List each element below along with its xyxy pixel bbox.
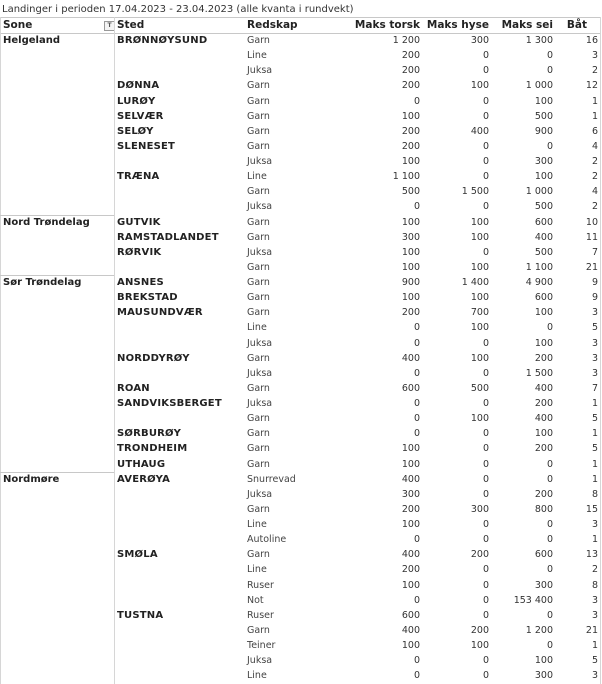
cell-bat: 6	[591, 125, 598, 137]
cell-maks-torsk: 400	[401, 549, 420, 561]
cell-bat: 5	[591, 413, 598, 425]
cell-bat: 3	[591, 519, 598, 530]
cell-bat: 2	[591, 564, 598, 576]
table-row[interactable]	[0, 63, 600, 78]
cell-maks-torsk: 0	[413, 655, 420, 667]
cell-redskap: Garn	[247, 125, 270, 137]
cell-sted: SELVÆR	[117, 110, 164, 122]
cell-bat: 12	[585, 80, 598, 92]
table-row[interactable]	[0, 562, 600, 577]
cell-redskap: Garn	[247, 95, 270, 107]
cell-maks-hyse: 100	[470, 352, 489, 364]
cell-redskap: Garn	[247, 428, 270, 440]
cell-maks-hyse: 100	[470, 80, 489, 92]
cell-sted: LURØY	[117, 95, 156, 107]
cell-bat: 8	[591, 579, 598, 591]
cell-maks-sei: 100	[534, 171, 553, 183]
table-row[interactable]	[0, 578, 600, 593]
cell-sted: RAMSTADLANDET	[117, 231, 219, 243]
cell-redskap: Garn	[247, 292, 270, 304]
cell-maks-hyse: 100	[470, 640, 489, 651]
cell-bat: 7	[591, 246, 598, 258]
cell-sted: SLENESET	[117, 140, 176, 152]
cell-maks-hyse: 0	[482, 594, 489, 606]
cell-bat: 5	[591, 655, 598, 667]
cell-redskap: Line	[247, 322, 267, 334]
cell-maks-sei: 500	[534, 246, 553, 258]
table-row[interactable]	[0, 305, 600, 320]
cell-maks-torsk: 1 100	[392, 171, 420, 183]
cell-maks-sei: 400	[534, 231, 553, 243]
cell-maks-sei: 153 400	[513, 594, 553, 606]
header-maks-sei[interactable]: Maks sei	[501, 19, 553, 31]
table-row[interactable]	[0, 411, 600, 426]
cell-maks-hyse: 1 500	[461, 186, 489, 198]
cell-sted: BREKSTAD	[117, 292, 178, 304]
cell-maks-sei: 4 900	[525, 277, 553, 288]
cell-maks-sei: 1 000	[525, 80, 553, 92]
table-row[interactable]	[0, 532, 600, 547]
cell-sted: SELØY	[117, 125, 154, 137]
cell-bat: 3	[591, 594, 598, 606]
cell-redskap: Garn	[247, 443, 270, 455]
cell-maks-sei: 100	[534, 428, 553, 440]
cell-maks-torsk: 0	[413, 670, 420, 682]
table-row[interactable]	[0, 169, 600, 184]
cell-maks-sei: 600	[534, 292, 553, 304]
table-row[interactable]	[0, 78, 600, 93]
cell-maks-sei: 1 500	[525, 367, 553, 379]
cell-bat: 2	[591, 65, 598, 77]
table-body	[0, 33, 600, 683]
cell-maks-hyse: 0	[482, 458, 489, 470]
cell-maks-sei: 0	[546, 534, 553, 546]
cell-bat: 2	[591, 201, 598, 213]
table-row[interactable]	[0, 290, 600, 305]
cell-maks-torsk: 0	[413, 201, 420, 213]
cell-sted: SANDVIKSBERGET	[117, 398, 222, 409]
table-row[interactable]	[0, 517, 600, 532]
cell-redskap: Snurrevad	[247, 473, 296, 485]
cell-bat: 10	[585, 216, 598, 228]
cell-redskap: Garn	[247, 413, 270, 425]
table-row[interactable]	[0, 396, 600, 411]
cell-maks-sei: 1 200	[525, 624, 553, 636]
header-maks-torsk[interactable]: Maks torsk	[354, 19, 420, 31]
cell-sted: BRØNNØYSUND	[117, 35, 208, 46]
cell-redskap: Line	[247, 670, 267, 682]
cell-sted: SMØLA	[117, 549, 158, 561]
cell-redskap: Ruser	[247, 609, 274, 621]
cell-bat: 3	[591, 307, 598, 319]
header-sted[interactable]: Sted	[117, 19, 145, 31]
cell-bat: 1	[591, 534, 598, 546]
cell-maks-sei: 300	[534, 156, 553, 167]
cell-sted: MAUSUNDVÆR	[117, 307, 203, 319]
cell-bat: 1	[591, 398, 598, 409]
cell-redskap: Juksa	[247, 156, 273, 167]
cell-maks-hyse: 400	[470, 125, 489, 137]
table-row[interactable]	[0, 184, 600, 199]
cell-sted: UTHAUG	[117, 458, 166, 470]
cell-maks-sei: 100	[534, 337, 553, 349]
cell-maks-sei: 0	[546, 65, 553, 77]
cell-maks-torsk: 400	[401, 473, 420, 485]
cell-maks-hyse: 0	[482, 171, 489, 183]
cell-maks-torsk: 400	[401, 624, 420, 636]
table-row[interactable]	[0, 668, 600, 683]
cell-maks-torsk: 0	[413, 594, 420, 606]
cell-redskap: Garn	[247, 277, 270, 288]
cell-maks-torsk: 0	[413, 367, 420, 379]
cell-bat: 1	[591, 95, 598, 107]
cell-maks-torsk: 0	[413, 398, 420, 409]
table-row[interactable]	[0, 623, 600, 638]
table-row[interactable]	[0, 33, 600, 48]
header-sone[interactable]: Sone	[3, 19, 33, 31]
cell-maks-sei: 400	[534, 382, 553, 394]
cell-maks-torsk: 500	[401, 186, 420, 198]
cell-redskap: Garn	[247, 35, 270, 46]
cell-maks-sei: 200	[534, 443, 553, 455]
cell-bat: 1	[591, 458, 598, 470]
cell-maks-torsk: 300	[401, 231, 420, 243]
cell-maks-hyse: 1 400	[461, 277, 489, 288]
cell-maks-hyse: 0	[482, 50, 489, 62]
cell-maks-sei: 0	[546, 473, 553, 485]
cell-maks-hyse: 100	[470, 292, 489, 304]
table-row[interactable]	[0, 154, 600, 169]
cell-maks-sei: 0	[546, 458, 553, 470]
cell-sone: Nord Trøndelag	[3, 216, 90, 228]
cell-maks-hyse: 0	[482, 95, 489, 107]
cell-maks-torsk: 200	[401, 65, 420, 77]
cell-maks-hyse: 0	[482, 534, 489, 546]
cell-maks-torsk: 0	[413, 95, 420, 107]
cell-sted: ROAN	[117, 382, 150, 394]
cell-redskap: Juksa	[247, 337, 273, 349]
cell-maks-hyse: 0	[482, 65, 489, 77]
cell-maks-torsk: 0	[413, 534, 420, 546]
cell-maks-hyse: 0	[482, 398, 489, 409]
cell-maks-sei: 0	[546, 519, 553, 530]
zone-separator	[0, 275, 114, 276]
cell-maks-hyse: 100	[470, 261, 489, 273]
cell-maks-torsk: 100	[401, 579, 420, 591]
table-row[interactable]	[0, 320, 600, 335]
cell-maks-torsk: 600	[401, 609, 420, 621]
cell-maks-torsk: 100	[401, 246, 420, 258]
cell-redskap: Juksa	[247, 201, 273, 213]
cell-maks-sei: 0	[546, 564, 553, 576]
cell-sted: TRÆNA	[117, 171, 160, 183]
cell-maks-hyse: 200	[470, 549, 489, 561]
cell-bat: 21	[585, 624, 598, 636]
cell-maks-torsk: 100	[401, 110, 420, 122]
cell-redskap: Garn	[247, 352, 270, 364]
cell-maks-hyse: 0	[482, 201, 489, 213]
cell-sted: SØRBURØY	[117, 428, 182, 440]
cell-bat: 1	[591, 640, 598, 651]
cell-maks-torsk: 0	[413, 337, 420, 349]
cell-sone: Helgeland	[3, 35, 60, 46]
cell-maks-torsk: 200	[401, 50, 420, 62]
table-row[interactable]	[0, 275, 600, 290]
cell-maks-hyse: 0	[482, 564, 489, 576]
cell-bat: 3	[591, 367, 598, 379]
table-row[interactable]	[0, 653, 600, 668]
table-row[interactable]	[0, 457, 600, 472]
cell-maks-torsk: 300	[401, 488, 420, 500]
table-row[interactable]	[0, 593, 600, 608]
cell-bat: 1	[591, 110, 598, 122]
header-bat[interactable]: Båt	[566, 19, 587, 31]
cell-bat: 3	[591, 337, 598, 349]
cell-redskap: Garn	[247, 140, 270, 152]
cell-redskap: Garn	[247, 186, 270, 198]
cell-maks-sei: 400	[534, 413, 553, 425]
cell-redskap: Garn	[247, 231, 270, 243]
cell-bat: 7	[591, 382, 598, 394]
cell-bat: 13	[585, 549, 598, 561]
cell-redskap: Garn	[247, 80, 270, 92]
cell-bat: 4	[591, 140, 598, 152]
cell-maks-torsk: 100	[401, 443, 420, 455]
cell-maks-hyse: 500	[470, 382, 489, 394]
cell-maks-sei: 1 100	[525, 261, 553, 273]
table-header	[0, 17, 600, 34]
cell-bat: 16	[585, 35, 598, 46]
cell-maks-torsk: 100	[401, 519, 420, 530]
cell-bat: 2	[591, 171, 598, 183]
cell-maks-hyse: 0	[482, 156, 489, 167]
cell-maks-torsk: 200	[401, 503, 420, 515]
cell-maks-hyse: 200	[470, 624, 489, 636]
filter-icon[interactable]: T	[104, 21, 115, 31]
cell-maks-sei: 300	[534, 579, 553, 591]
table-row[interactable]	[0, 199, 600, 214]
cell-maks-torsk: 0	[413, 413, 420, 425]
cell-maks-sei: 500	[534, 110, 553, 122]
cell-maks-hyse: 0	[482, 609, 489, 621]
cell-maks-hyse: 0	[482, 655, 489, 667]
report-title: Landinger i perioden 17.04.2023 - 23.04.2023 (alle kvanta i rundvekt)	[2, 4, 354, 15]
table-row[interactable]	[0, 139, 600, 154]
cell-redskap: Juksa	[247, 398, 273, 409]
cell-sted: NORDDYRØY	[117, 352, 190, 364]
cell-bat: 3	[591, 670, 598, 682]
table-row[interactable]	[0, 48, 600, 63]
cell-maks-hyse: 0	[482, 367, 489, 379]
cell-maks-torsk: 100	[401, 261, 420, 273]
cell-redskap: Garn	[247, 307, 270, 319]
cell-maks-sei: 0	[546, 50, 553, 62]
cell-maks-torsk: 100	[401, 156, 420, 167]
cell-redskap: Garn	[247, 382, 270, 394]
cell-sted: DØNNA	[117, 80, 160, 92]
cell-sted: GUTVIK	[117, 216, 161, 228]
cell-redskap: Garn	[247, 624, 270, 636]
cell-maks-hyse: 0	[482, 443, 489, 455]
cell-redskap: Line	[247, 564, 267, 576]
cell-maks-hyse: 0	[482, 428, 489, 440]
table-row[interactable]	[0, 366, 600, 381]
cell-redskap: Juksa	[247, 65, 273, 77]
cell-maks-sei: 200	[534, 398, 553, 409]
cell-redskap: Juksa	[247, 488, 273, 500]
cell-maks-torsk: 100	[401, 292, 420, 304]
cell-redskap: Line	[247, 171, 267, 183]
cell-maks-sei: 1 300	[525, 35, 553, 46]
cell-sted: AVERØYA	[117, 473, 171, 485]
cell-maks-hyse: 0	[482, 110, 489, 122]
cell-bat: 3	[591, 50, 598, 62]
cell-maks-hyse: 0	[482, 519, 489, 530]
cell-maks-hyse: 300	[470, 503, 489, 515]
cell-redskap: Not	[247, 594, 264, 606]
cell-redskap: Autoline	[247, 534, 287, 546]
cell-sted: RØRVIK	[117, 246, 162, 258]
cell-maks-torsk: 0	[413, 322, 420, 334]
cell-sted: ANSNES	[117, 277, 164, 288]
cell-maks-hyse: 100	[470, 216, 489, 228]
cell-redskap: Line	[247, 519, 267, 530]
table-row[interactable]	[0, 472, 600, 487]
cell-maks-torsk: 100	[401, 458, 420, 470]
cell-maks-hyse: 0	[482, 246, 489, 258]
table-row[interactable]	[0, 124, 600, 139]
cell-redskap: Ruser	[247, 579, 274, 591]
cell-maks-sei: 800	[534, 503, 553, 515]
table-row[interactable]	[0, 441, 600, 456]
cell-redskap: Garn	[247, 110, 270, 122]
table-row[interactable]	[0, 230, 600, 245]
cell-maks-hyse: 0	[482, 337, 489, 349]
cell-bat: 1	[591, 473, 598, 485]
cell-bat: 5	[591, 443, 598, 455]
cell-bat: 4	[591, 186, 598, 198]
cell-redskap: Juksa	[247, 655, 273, 667]
cell-redskap: Line	[247, 50, 267, 62]
cell-maks-hyse: 100	[470, 231, 489, 243]
cell-bat: 21	[585, 261, 598, 273]
cell-sone: Sør Trøndelag	[3, 277, 82, 288]
cell-maks-sei: 900	[534, 125, 553, 137]
cell-maks-sei: 200	[534, 352, 553, 364]
cell-bat: 3	[591, 352, 598, 364]
cell-maks-sei: 300	[534, 670, 553, 682]
cell-maks-sei: 200	[534, 488, 553, 500]
cell-maks-hyse: 0	[482, 488, 489, 500]
cell-sted: TUSTNA	[117, 609, 164, 621]
cell-redskap: Garn	[247, 216, 270, 228]
cell-maks-sei: 500	[534, 201, 553, 213]
cell-bat: 2	[591, 156, 598, 167]
cell-maks-torsk: 1 200	[392, 35, 420, 46]
table-row[interactable]	[0, 547, 600, 562]
cell-maks-torsk: 200	[401, 80, 420, 92]
cell-maks-torsk: 0	[413, 428, 420, 440]
cell-bat: 8	[591, 488, 598, 500]
header-maks-hyse[interactable]: Maks hyse	[426, 19, 489, 31]
cell-maks-torsk: 200	[401, 307, 420, 319]
cell-maks-hyse: 300	[470, 35, 489, 46]
table-row[interactable]	[0, 487, 600, 502]
cell-redskap: Teiner	[247, 640, 276, 651]
table-row[interactable]	[0, 381, 600, 396]
cell-redskap: Juksa	[247, 246, 273, 258]
table-row[interactable]	[0, 336, 600, 351]
table-right-border	[600, 17, 601, 684]
cell-maks-hyse: 0	[482, 670, 489, 682]
table-row[interactable]	[0, 502, 600, 517]
cell-maks-hyse: 0	[482, 579, 489, 591]
cell-maks-sei: 0	[546, 640, 553, 651]
cell-bat: 9	[591, 292, 598, 304]
header-redskap[interactable]: Redskap	[247, 19, 298, 31]
cell-redskap: Juksa	[247, 367, 273, 379]
cell-maks-torsk: 200	[401, 125, 420, 137]
table-row[interactable]	[0, 109, 600, 124]
cell-sone: Nordmøre	[3, 473, 60, 485]
cell-redskap: Garn	[247, 261, 270, 273]
cell-bat: 15	[585, 503, 598, 515]
cell-bat: 1	[591, 428, 598, 440]
table-row[interactable]	[0, 608, 600, 623]
table-row[interactable]	[0, 94, 600, 109]
table-row[interactable]	[0, 426, 600, 441]
cell-bat: 9	[591, 277, 598, 288]
cell-maks-hyse: 100	[470, 413, 489, 425]
zone-separator	[0, 472, 114, 473]
table-row[interactable]	[0, 245, 600, 260]
cell-maks-sei: 1 000	[525, 186, 553, 198]
cell-maks-torsk: 400	[401, 352, 420, 364]
cell-maks-torsk: 600	[401, 382, 420, 394]
cell-redskap: Garn	[247, 549, 270, 561]
cell-maks-hyse: 0	[482, 473, 489, 485]
cell-maks-torsk: 200	[401, 140, 420, 152]
cell-maks-torsk: 100	[401, 216, 420, 228]
cell-maks-hyse: 100	[470, 322, 489, 334]
cell-maks-hyse: 700	[470, 307, 489, 319]
table-row[interactable]	[0, 351, 600, 366]
cell-redskap: Garn	[247, 503, 270, 515]
cell-maks-sei: 100	[534, 655, 553, 667]
cell-maks-sei: 600	[534, 216, 553, 228]
zone-separator	[0, 215, 114, 216]
cell-bat: 5	[591, 322, 598, 334]
cell-bat: 3	[591, 609, 598, 621]
cell-maks-sei: 600	[534, 549, 553, 561]
cell-maks-sei: 100	[534, 307, 553, 319]
cell-maks-torsk: 900	[401, 277, 420, 288]
table-row[interactable]	[0, 638, 600, 653]
table-row[interactable]	[0, 215, 600, 230]
cell-maks-sei: 0	[546, 609, 553, 621]
cell-sted: TRONDHEIM	[117, 443, 188, 455]
cell-maks-sei: 0	[546, 140, 553, 152]
cell-maks-hyse: 0	[482, 140, 489, 152]
cell-maks-torsk: 100	[401, 640, 420, 651]
cell-bat: 11	[585, 231, 598, 243]
cell-maks-torsk: 200	[401, 564, 420, 576]
table-row[interactable]	[0, 260, 600, 275]
cell-maks-sei: 100	[534, 95, 553, 107]
cell-redskap: Garn	[247, 458, 270, 470]
cell-maks-sei: 0	[546, 322, 553, 334]
